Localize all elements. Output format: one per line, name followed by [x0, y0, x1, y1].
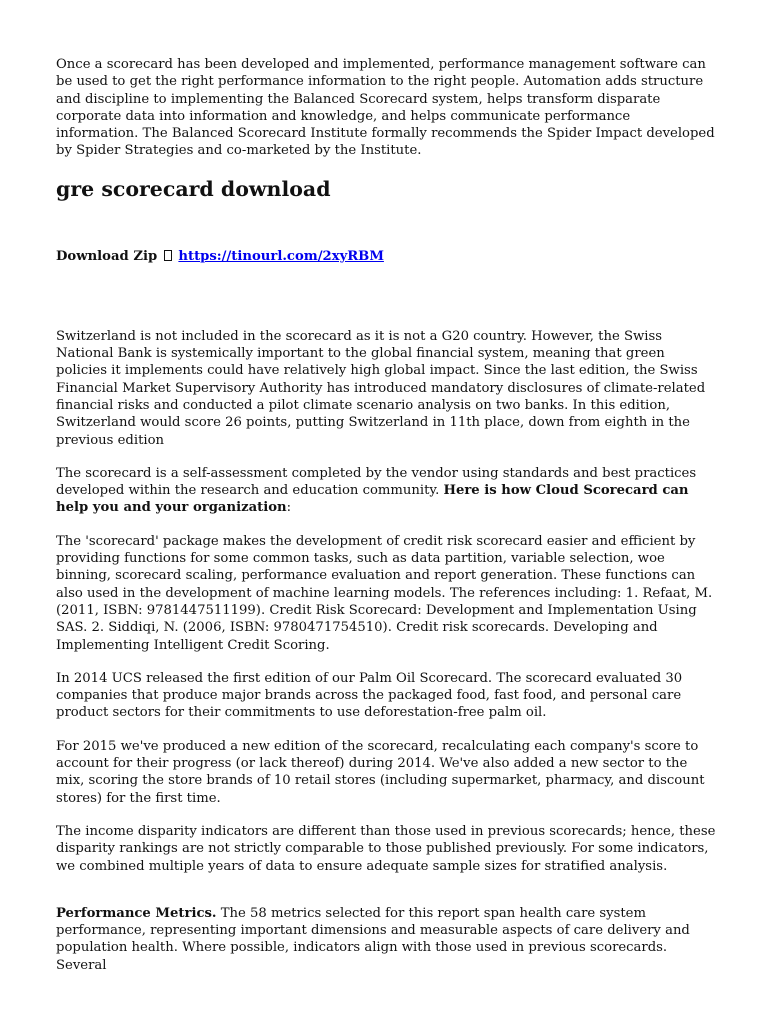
document-page	[56, 56, 716, 974]
metrics-bold: Performance Metrics.	[56, 905, 217, 921]
self-assessment-paragraph	[56, 465, 716, 517]
edition-2015-paragraph: For 2015 we've produced a new edition of the scorecard, recalculating each company's score to account for their progress (or lack thereof) during 2014. We've also added a new sector to the mix, scoring the store brands of 10 retail stores (including supermarket, pharmacy, and discount stores) for the first time.	[56, 738, 705, 806]
download-line	[56, 248, 716, 265]
download-link[interactable]: https://tinourl.com/2xyRBM	[178, 248, 384, 264]
package-paragraph: The 'scorecard' package makes the development of credit risk scorecard easier and efficient by providing functions for some common tasks, such as data partition, variable selection, woe binning, scorecard scaling, performance evaluation and report generation. These functions can also used in the development of machine learning models. The references including: 1. Refaat, M. (2011, ISBN: 9781447511199). Credit Risk Scorecard: Development and Implementation Using SAS. 2. Siddiqi, N. (2006, ISBN: 9780471754510). Credit risk scorecards. Developing and Implementing Intelligent Credit Scoring.	[56, 533, 713, 653]
palm-oil-paragraph: In 2014 UCS released the first edition of our Palm Oil Scorecard. The scorecard evaluated 30 companies that produce major brands across the packaged food, fast food, and personal care product sectors for their commitments to use deforestation-free palm oil.	[56, 670, 683, 721]
metrics-paragraph	[56, 905, 716, 974]
intro-paragraph: Once a scorecard has been developed and implemented, performance management software can be used to get the right performance information to the right people. Automation adds structure and discipline to implementing the Balanced Scorecard system, helps transform disparate corporate data into information and knowledge, and helps communicate performance information. The Balanced Scorecard Institute formally recommends the Spider Impact developed by Spider Strategies and co-marketed by the Institute.	[56, 57, 715, 159]
box-glyph-icon	[164, 250, 172, 261]
income-paragraph: The income disparity indicators are different than those used in previous scorecards; hence, these disparity rankings are not strictly comparable to those published previously. For some indicators, we combined multiple years of data to ensure adequate sample sizes for stratified analysis.	[56, 823, 716, 874]
download-label: Download Zip	[56, 248, 158, 264]
self-assessment-text: The scorecard is a self-assessment completed by the vendor using standards and best practices developed within the research and education community.	[56, 465, 697, 499]
self-assessment-end: :	[286, 500, 292, 516]
metrics-text: The 58 metrics selected for this report span health care system performance, representing important dimensions and measurable aspects of care delivery and population health. Where possible, indicators align with those used in previous scorecards. Several	[56, 905, 690, 973]
self-assessment-bold: Here is how Cloud Scorecard can help you and your organization	[56, 483, 689, 516]
switzerland-paragraph: Switzerland is not included in the scorecard as it is not a G20 country. However, the Swiss National Bank is systemically important to the global financial system, meaning that green policies it implements could have relatively high global impact. Since the last edition, the Swiss Financial Market Supervisory Authority has introduced mandatory disclosures of climate-related financial risks and conducted a pilot climate scenario analysis on two banks. In this edition, Switzerland would score 26 points, putting Switzerland in 11th place, down from eighth in the previous edition	[56, 328, 706, 448]
page-title: gre scorecard download	[56, 176, 331, 201]
spacer	[56, 265, 716, 328]
